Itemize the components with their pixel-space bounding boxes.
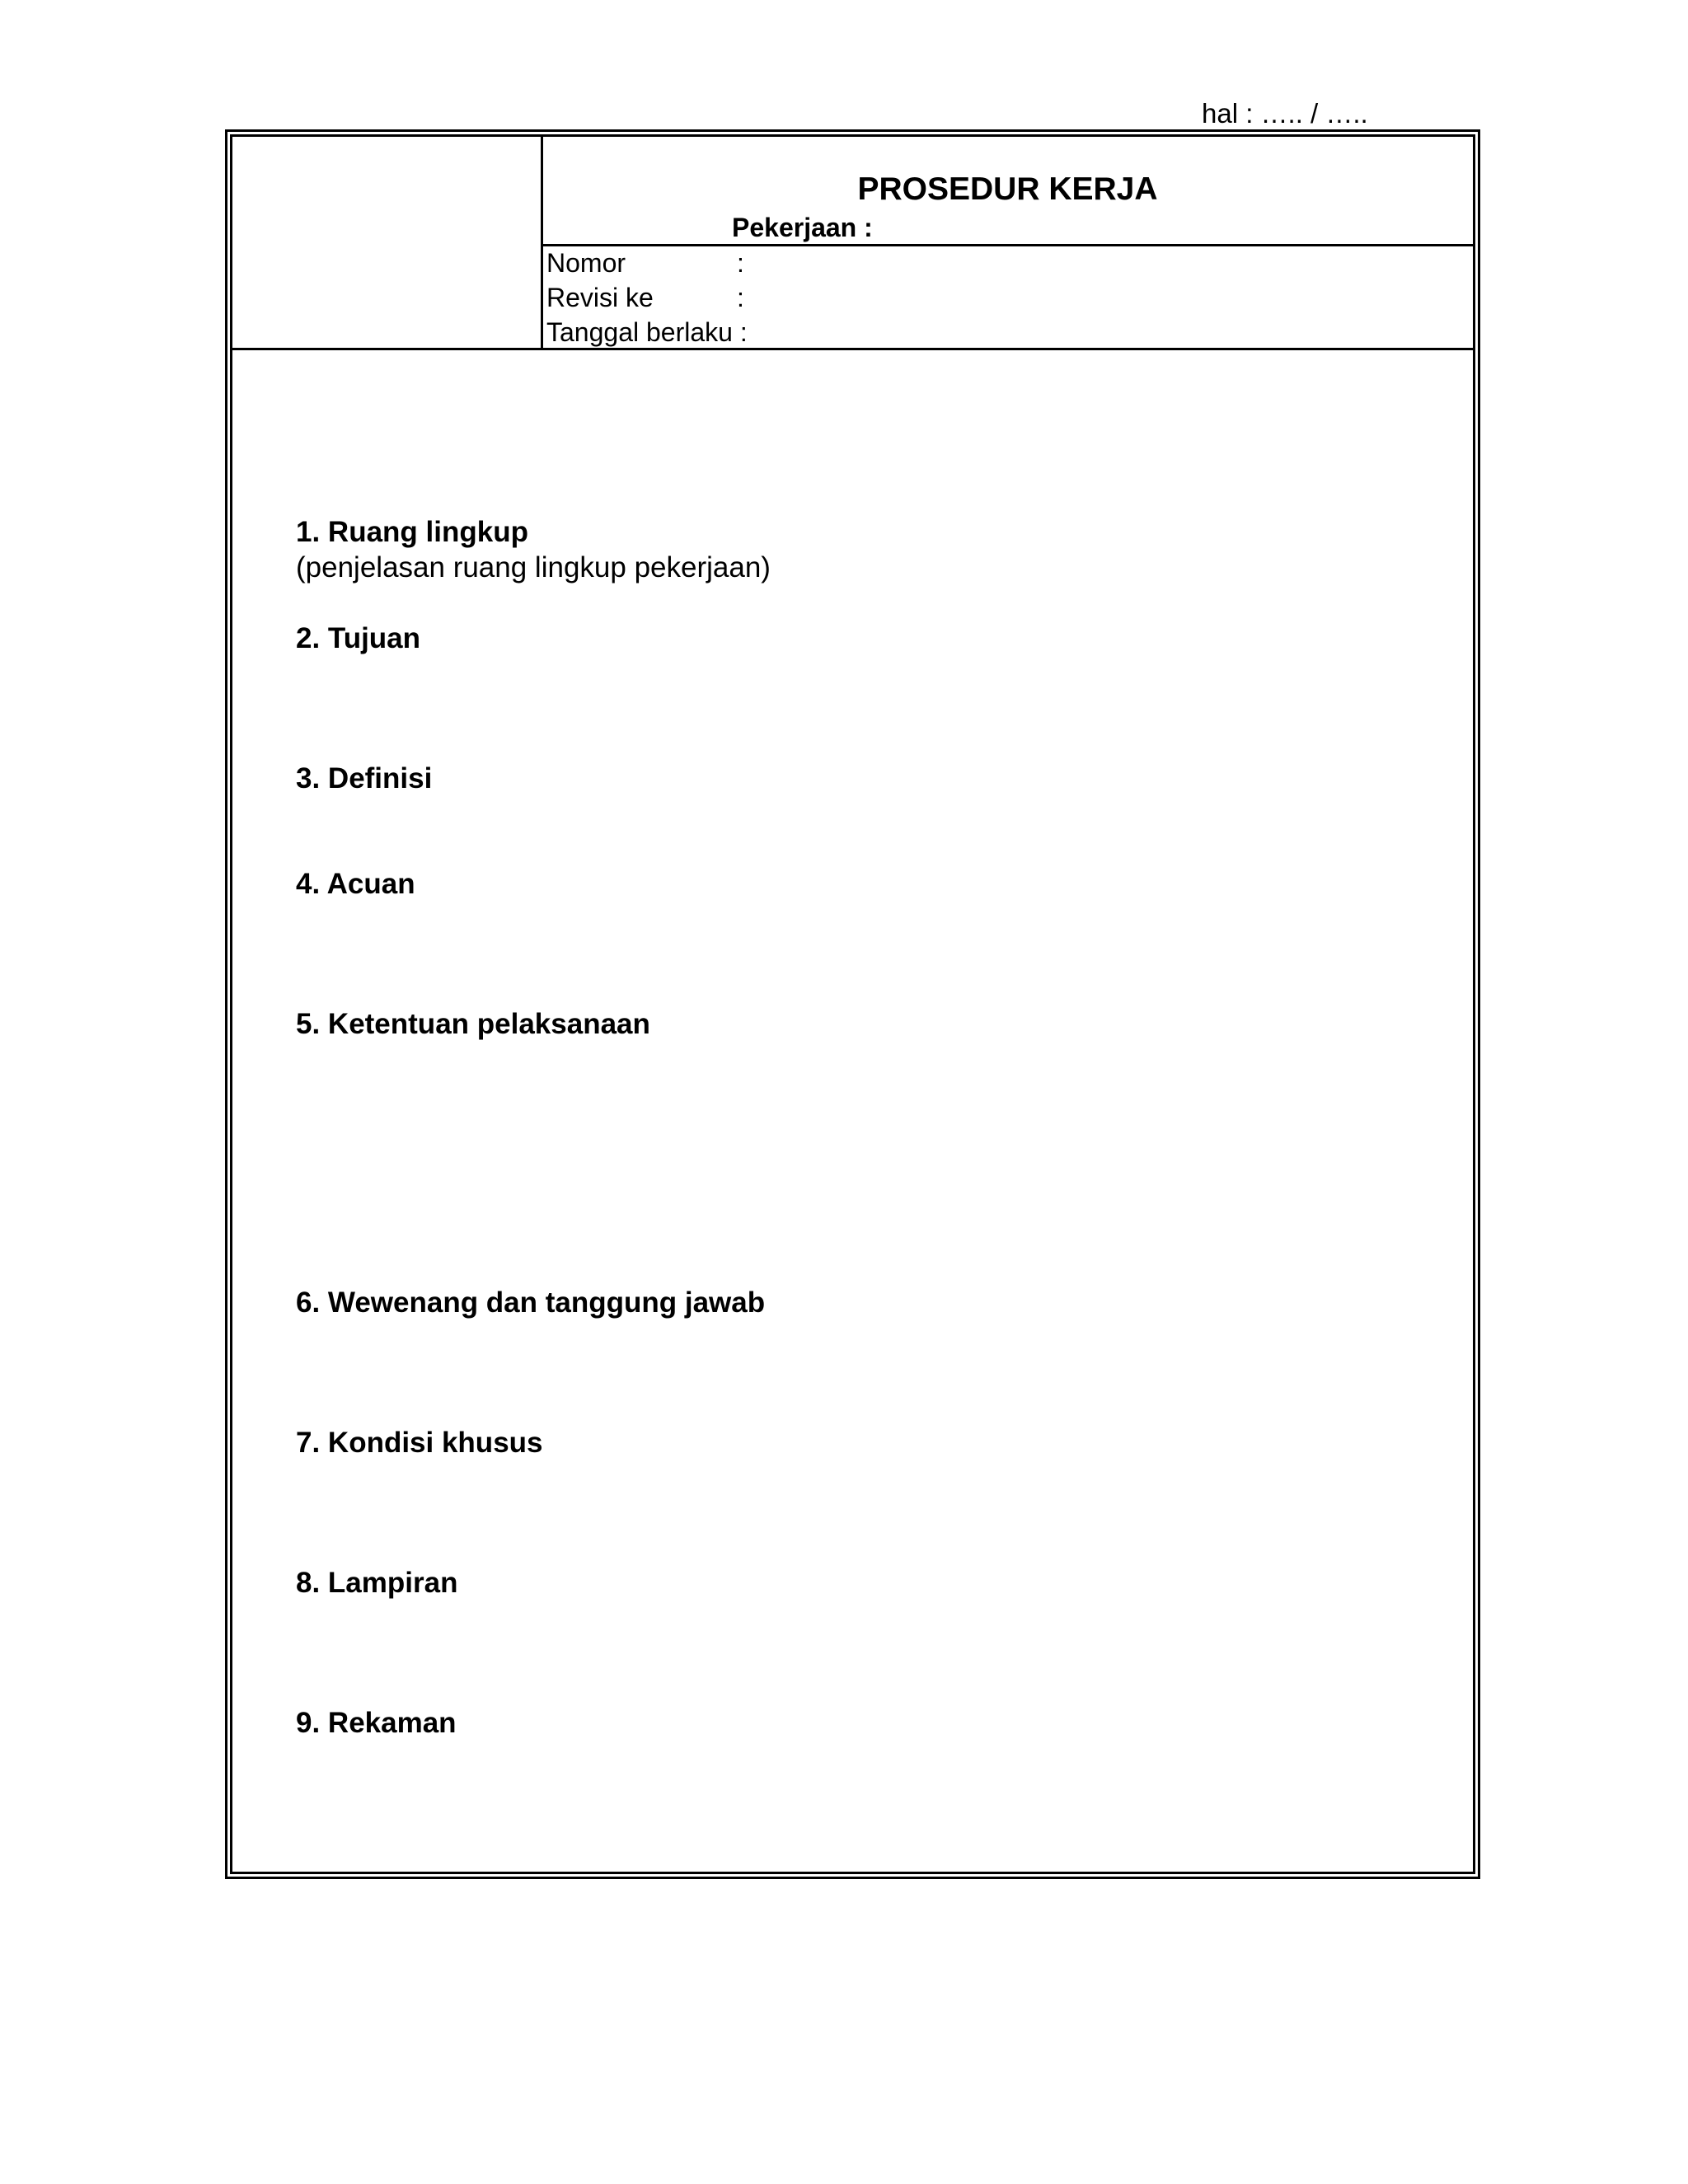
header-divider (232, 348, 1474, 350)
section-description-scope: (penjelasan ruang lingkup pekerjaan) (296, 551, 771, 583)
meta-row-revision (546, 282, 654, 313)
section-heading-authority: 6. Wewenang dan tanggung jawab (296, 1286, 766, 1319)
section-heading-scope: 1. Ruang lingkup (296, 516, 528, 548)
section-heading-definition: 3. Definisi (296, 762, 433, 794)
section-heading-special-conditions: 7. Kondisi khusus (296, 1427, 543, 1459)
meta-label-effective-date: Tanggal berlaku : (546, 317, 748, 347)
meta-row-effective-date (546, 316, 748, 348)
meta-divider (542, 244, 1474, 246)
meta-colon-number: : (737, 248, 744, 278)
logo-placeholder (232, 137, 540, 347)
meta-colon-revision: : (737, 283, 744, 312)
meta-row-number (546, 247, 626, 279)
section-heading-purpose: 2. Tujuan (296, 622, 421, 654)
section-heading-implementation: 5. Ketentuan pelaksanaan (296, 1008, 650, 1040)
logo-column-divider (541, 136, 543, 349)
document-title: PROSEDUR KERJA (857, 171, 1158, 207)
document-frame-inner (230, 134, 1475, 1874)
meta-label-revision: Revisi ke (546, 283, 654, 312)
job-label: Pekerjaan : (732, 213, 873, 242)
section-heading-attachments: 8. Lampiran (296, 1567, 458, 1599)
meta-label-number: Nomor (546, 248, 626, 278)
page-number: hal : ….. / ….. (1202, 98, 1368, 129)
section-heading-reference: 4. Acuan (296, 868, 415, 900)
section-heading-records: 9. Rekaman (296, 1707, 457, 1739)
